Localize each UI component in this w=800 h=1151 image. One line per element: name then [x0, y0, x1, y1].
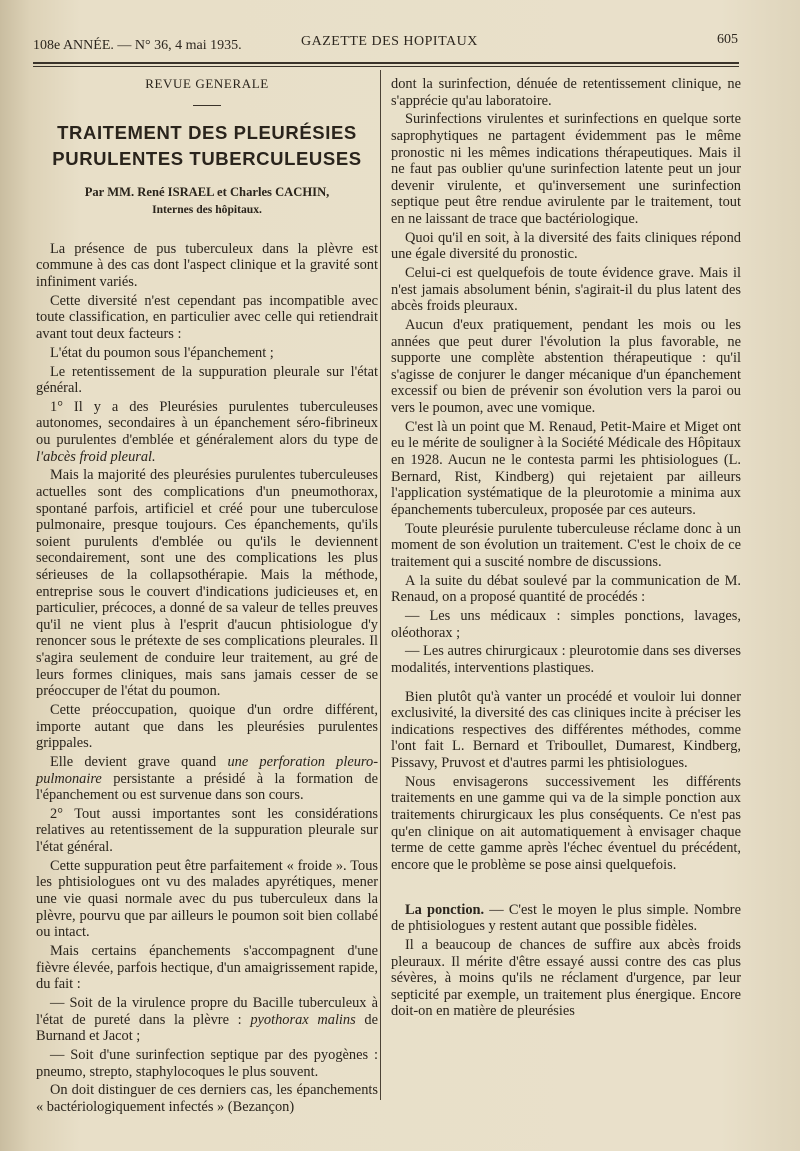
paragraph: C'est là un point que M. Renaud, Petit-Maire et Miget ont eu le mérite de souligner à la Société Médicale des Hôpitaux en 1928. Aucun ne le contesta parmi les phtisiologues (L. Bernard, Rist, Kindberg) qui rejetaient par ailleurs l'application systématique de la pleurotomie a minima aux épanchements tuberculeux, proposée par ces auteurs. [391, 418, 741, 518]
paragraph: 2° Tout aussi importantes sont les considérations relatives au retentissement de la suppuration pleurale sur l'état général. [36, 805, 378, 856]
running-head [33, 32, 738, 52]
text-run: persistante a présidé à la formation de l'épanchement ou est survenue dans son cours. [36, 770, 378, 804]
paragraph: Cette préoccupation, quoique d'un ordre différent, importe autant que dans les pleurésies purulentes grippales. [36, 701, 378, 752]
paragraph: Il a beaucoup de chances de suffire aux abcès froids pleuraux. Il mérite d'être essayé aussi contre des cas plus sévères, à moins qu'ils ne réclament d'urgence, par leur septicité par exemple, un traitement plus énergique. Encore doit-on en matière de pleurésies [391, 936, 741, 1020]
text-run: de Burnand et Jacot ; [36, 1011, 378, 1045]
article-title [36, 120, 378, 172]
italic-run: une perforation pleuro-pulmonaire [36, 753, 378, 787]
paragraph: Toute pleurésie purulente tuberculeuse réclame donc à un moment de son évolution un traitement. C'est le choix de ce traitement qui a suscité nombre de discussions. [391, 520, 741, 570]
paragraph: Bien plutôt qu'à vanter un procédé et vouloir lui donner exclusivité, la diversité des cas cliniques incite à préciser les indications respectives des différentes méthodes, comme l'ont fait L. Bernard et Triboullet, Dumarest, Kindberg, Pissavy, Pruvost et d'autres parmi les phtisiologues. [391, 688, 741, 772]
paragraph: Nous envisagerons successivement les différents traitements en une gamme qui va de la simple ponction aux traitements chirurgicaux les plus conséquents. Ce n'est pas qu'en clinique on ait automatiquement à envisager chaque terme de cette gamme après l'échec éventuel du précédent, encore que le problème se pose ainsi quelquefois. [391, 773, 741, 873]
paragraph: — Les uns médicaux : simples ponctions, lavages, oléothorax ; [391, 607, 741, 641]
title-line-2: PURULENTES TUBERCULEUSES [52, 147, 362, 169]
paragraph: Celui-ci est quelquefois de toute évidence grave. Mais il n'est jamais absolument bénin, s'agirait-il du plus latent des abcès froids pleuraux. [391, 265, 741, 315]
header-rule-thin [33, 66, 739, 67]
title-rule [193, 105, 221, 106]
paragraph: On doit distinguer de ces derniers cas, les épanchements « bactériologiquement infectés » (Bezançon) [36, 1082, 378, 1115]
paragraph: — Les autres chirurgicaux : pleurotomie dans ses diverses modalités, interventions plastiques. [391, 643, 741, 676]
text-run: 1° Il y a des Pleurésies purulentes tuberculeuses autonomes, secondaires à un épanchement séro-fibrineux ou purulentes d'emblée et généralement alors du type de [36, 398, 378, 449]
italic-run: l'abcès froid pleural. [36, 448, 156, 465]
subheading: La ponction. [405, 901, 485, 918]
issue-info: 108e ANNÉE. — N° 36, 4 mai 1935. [33, 38, 242, 53]
paragraph [391, 902, 741, 935]
text-run: — C'est le moyen le plus simple. Nombre de phtisiologues y restent autant que possible fidèles. [391, 901, 741, 935]
spacer [391, 679, 741, 689]
paragraph [36, 399, 378, 465]
paragraph: Surinfections virulentes et surinfections en quelque sorte saprophytiques ne partagent évidemment pas le même pronostic ni les mêmes indications thérapeutiques. Mais il ne faut pas oublier qu'une surinfection latente peut un jour devenir virulente, et qu'inversement une surinfection septique peut être rendue avirulente par le traitement, tout en ne laissant de trace que bactériologique. [391, 111, 741, 227]
paragraph: Aucun d'eux pratiquement, pendant les mois ou les années que peut durer l'évolution la plus favorable, ne supporte une complète abstention thérapeutique : qu'il s'agisse de conjurer le danger mécanique d'un épanchement excessif ou bien de prévenir son évolution vers la paroi ou vers le poumon, avec une vomique. [391, 317, 741, 417]
paragraph: Mais la majorité des pleurésies purulentes tuberculeuses actuelles sont des complications d'un pneumothorax, spontané parfois, artificiel et créé pour une tuberculose pulmonaire, presque toujours. Ces épanchements, qu'ils soient purulents d'emblée ou qu'ils le deviennent secondairement, sont une des complications les plus sérieuses de la collapsothérapie. Mais la méthode, entreprise sous le couvert d'indications judicieuses et, en particulier, précoces, a donné de sa valeur de telles preuves qu'il ne vient plus à l'esprit d'aucun phtisiologue d'y renoncer sous le prétexte de ses complications pleurales. Il s'agira seulement de conduire leur traitement, au gré de leurs formes cliniques, mais sans jamais cesser de se préoccuper de l'état du poumon. [36, 467, 378, 700]
paragraph: — Soit d'une surinfection septique par des pyogènes : pneumo, strepto, staphylocoques le plus souvent. [36, 1046, 378, 1080]
section-label: REVUE GENERALE [145, 76, 269, 91]
paragraph: La présence de pus tuberculeux dans la plèvre est commune à des cas dont l'aspect clinique et la gravité sont infiniment variés. [36, 240, 378, 290]
paragraph: Mais certains épanchements s'accompagnent d'une fièvre élevée, parfois hectique, d'un amaigrissement rapide, du fait : [36, 943, 378, 993]
paragraph: Quoi qu'il en soit, à la diversité des faits cliniques répond une égale diversité du pronostic. [391, 229, 741, 263]
paragraph: L'état du poumon sous l'épanchement ; [50, 344, 274, 361]
spacer [391, 876, 741, 902]
paragraph [36, 995, 378, 1045]
text-run: Elle devient grave quand [50, 753, 228, 770]
header-rule-thick [33, 62, 739, 64]
right-column [391, 76, 741, 1022]
paragraph: Cette diversité n'est cependant pas incompatible avec toute classification, en particulier avec celle qui retiendrait avant tout deux facteurs : [36, 292, 378, 342]
left-column [36, 76, 378, 1118]
affiliation: Internes des hôpitaux. [152, 203, 262, 217]
paragraph: dont la surinfection, dénuée de retentissement clinique, ne s'apprécie qu'au laboratoire. [391, 76, 741, 109]
text-run: — Soit de la virulence propre du Bacille tuberculeux à l'état de pureté dans la plèvre : [36, 994, 378, 1028]
paragraph: A la suite du débat soulevé par la communication de M. Renaud, on a proposé quantité de procédés : [391, 572, 741, 606]
paragraph: Le retentissement de la suppuration pleurale sur l'état général. [36, 363, 378, 397]
title-line-1: TRAITEMENT DES PLEURÉSIES [57, 121, 357, 143]
column-divider [380, 70, 381, 1100]
page-number: 605 [717, 32, 738, 47]
paragraph: Cette suppuration peut être parfaitement « froide ». Tous les phtisiologues ont vu des malades apyrétiques, mener une vie quasi normale avec du pus tuberculeux dans la plèvre, pourvu que par ailleurs le poumon soit bien collabé ou intact. [36, 857, 378, 941]
byline: Par MM. René ISRAEL et Charles CACHIN, [84, 184, 330, 199]
journal-name: GAZETTE DES HOPITAUX [301, 34, 478, 49]
paragraph [36, 754, 378, 804]
italic-run: pyothorax malins [250, 1011, 356, 1028]
